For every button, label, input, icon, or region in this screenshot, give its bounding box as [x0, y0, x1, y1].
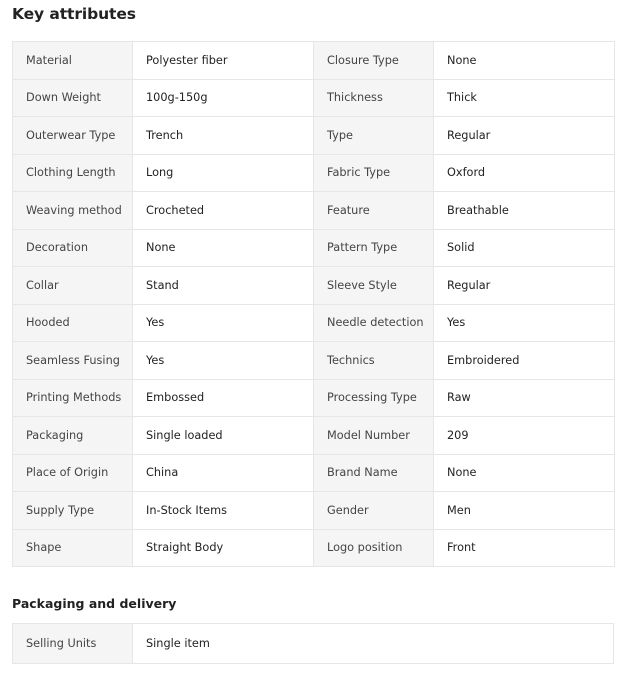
attribute-label: Hooded	[13, 304, 133, 342]
attribute-label: Thickness	[314, 79, 434, 117]
packaging-delivery-table	[12, 623, 614, 664]
packaging-row	[13, 624, 614, 664]
attribute-label: Logo position	[314, 529, 434, 567]
packaging-label: Selling Units	[13, 624, 133, 664]
attribute-label: Clothing Length	[13, 154, 133, 192]
attribute-value: Regular	[434, 267, 615, 305]
attribute-label: Collar	[13, 267, 133, 305]
attribute-row	[13, 154, 615, 192]
attribute-value: China	[133, 454, 314, 492]
attribute-value: Stand	[133, 267, 314, 305]
attribute-row	[13, 454, 615, 492]
attribute-row	[13, 492, 615, 530]
attribute-value: 209	[434, 417, 615, 455]
attribute-row	[13, 79, 615, 117]
attribute-row	[13, 342, 615, 380]
packaging-delivery-table-body	[13, 624, 614, 664]
attribute-row	[13, 42, 615, 80]
attribute-value: Raw	[434, 379, 615, 417]
attribute-value: 100g-150g	[133, 79, 314, 117]
attribute-value: Solid	[434, 229, 615, 267]
attribute-label: Brand Name	[314, 454, 434, 492]
attribute-value: In-Stock Items	[133, 492, 314, 530]
attribute-row	[13, 229, 615, 267]
attribute-row	[13, 192, 615, 230]
attribute-label: Printing Methods	[13, 379, 133, 417]
key-attributes-heading: Key attributes	[12, 5, 136, 23]
attribute-value: None	[434, 454, 615, 492]
attribute-row	[13, 304, 615, 342]
attribute-label: Feature	[314, 192, 434, 230]
attribute-label: Decoration	[13, 229, 133, 267]
attribute-row	[13, 379, 615, 417]
attribute-value: Embossed	[133, 379, 314, 417]
attribute-value: Yes	[133, 304, 314, 342]
attribute-value: None	[434, 42, 615, 80]
attribute-label: Seamless Fusing	[13, 342, 133, 380]
attribute-value: None	[133, 229, 314, 267]
packaging-delivery-heading: Packaging and delivery	[12, 596, 177, 611]
attribute-label: Technics	[314, 342, 434, 380]
attribute-label: Down Weight	[13, 79, 133, 117]
attribute-value: Crocheted	[133, 192, 314, 230]
packaging-value: Single item	[133, 624, 614, 664]
attribute-label: Gender	[314, 492, 434, 530]
attribute-value: Breathable	[434, 192, 615, 230]
attribute-label: Model Number	[314, 417, 434, 455]
attribute-label: Shape	[13, 529, 133, 567]
attribute-row	[13, 267, 615, 305]
attribute-label: Place of Origin	[13, 454, 133, 492]
attribute-value: Men	[434, 492, 615, 530]
attribute-row	[13, 529, 615, 567]
key-attributes-table	[12, 41, 615, 567]
attribute-value: Polyester fiber	[133, 42, 314, 80]
attribute-label: Pattern Type	[314, 229, 434, 267]
key-attributes-table-body	[13, 42, 615, 567]
attribute-label: Processing Type	[314, 379, 434, 417]
attribute-value: Trench	[133, 117, 314, 155]
attribute-value: Straight Body	[133, 529, 314, 567]
attribute-value: Oxford	[434, 154, 615, 192]
attribute-label: Packaging	[13, 417, 133, 455]
attribute-value: Embroidered	[434, 342, 615, 380]
attribute-value: Yes	[133, 342, 314, 380]
attribute-label: Type	[314, 117, 434, 155]
attribute-value: Yes	[434, 304, 615, 342]
attribute-row	[13, 117, 615, 155]
attribute-label: Supply Type	[13, 492, 133, 530]
attribute-label: Weaving method	[13, 192, 133, 230]
attribute-value: Front	[434, 529, 615, 567]
attribute-value: Single loaded	[133, 417, 314, 455]
attribute-label: Sleeve Style	[314, 267, 434, 305]
attribute-label: Outerwear Type	[13, 117, 133, 155]
attribute-value: Long	[133, 154, 314, 192]
attribute-value: Regular	[434, 117, 615, 155]
attribute-label: Fabric Type	[314, 154, 434, 192]
attribute-label: Material	[13, 42, 133, 80]
attribute-row	[13, 417, 615, 455]
attribute-label: Needle detection	[314, 304, 434, 342]
attribute-value: Thick	[434, 79, 615, 117]
attribute-label: Closure Type	[314, 42, 434, 80]
